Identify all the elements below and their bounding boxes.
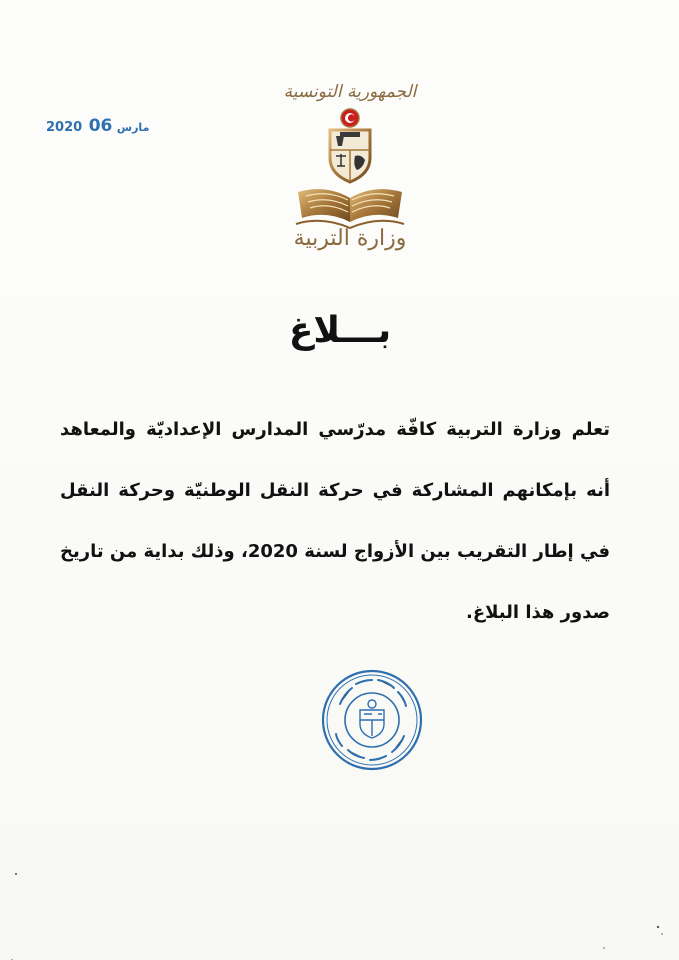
body-line-2: أنه بإمكانهم المشاركة في حركة النقل الوطنيّة وحركة النقل <box>60 480 610 501</box>
ministry-emblem-logo <box>292 106 408 230</box>
body-line-3: في إطار التقريب بين الأزواج لسنة 2020، وذلك بداية من تاريخ <box>60 541 610 562</box>
announcement-body <box>60 420 610 664</box>
country-name: الجمهورية التونسية <box>283 82 417 102</box>
body-line-1: تعلم وزارة التربية كافّة مدرّسي المدارس الإعداديّة والمعاهد <box>60 419 610 440</box>
document-title: بـــلاغ <box>288 310 392 351</box>
date-year: 2020 <box>46 120 83 135</box>
body-line-4: صدور هذا البلاغ. <box>466 602 610 623</box>
date-day: 06 <box>88 116 113 136</box>
open-book-icon <box>296 189 404 228</box>
coat-of-arms-icon <box>330 109 370 182</box>
date-month: مارس <box>116 121 150 134</box>
date-stamp <box>46 116 150 140</box>
ministry-name: وزارة التربية <box>293 226 407 251</box>
official-seal-stamp <box>320 668 424 772</box>
letterhead <box>280 80 420 260</box>
